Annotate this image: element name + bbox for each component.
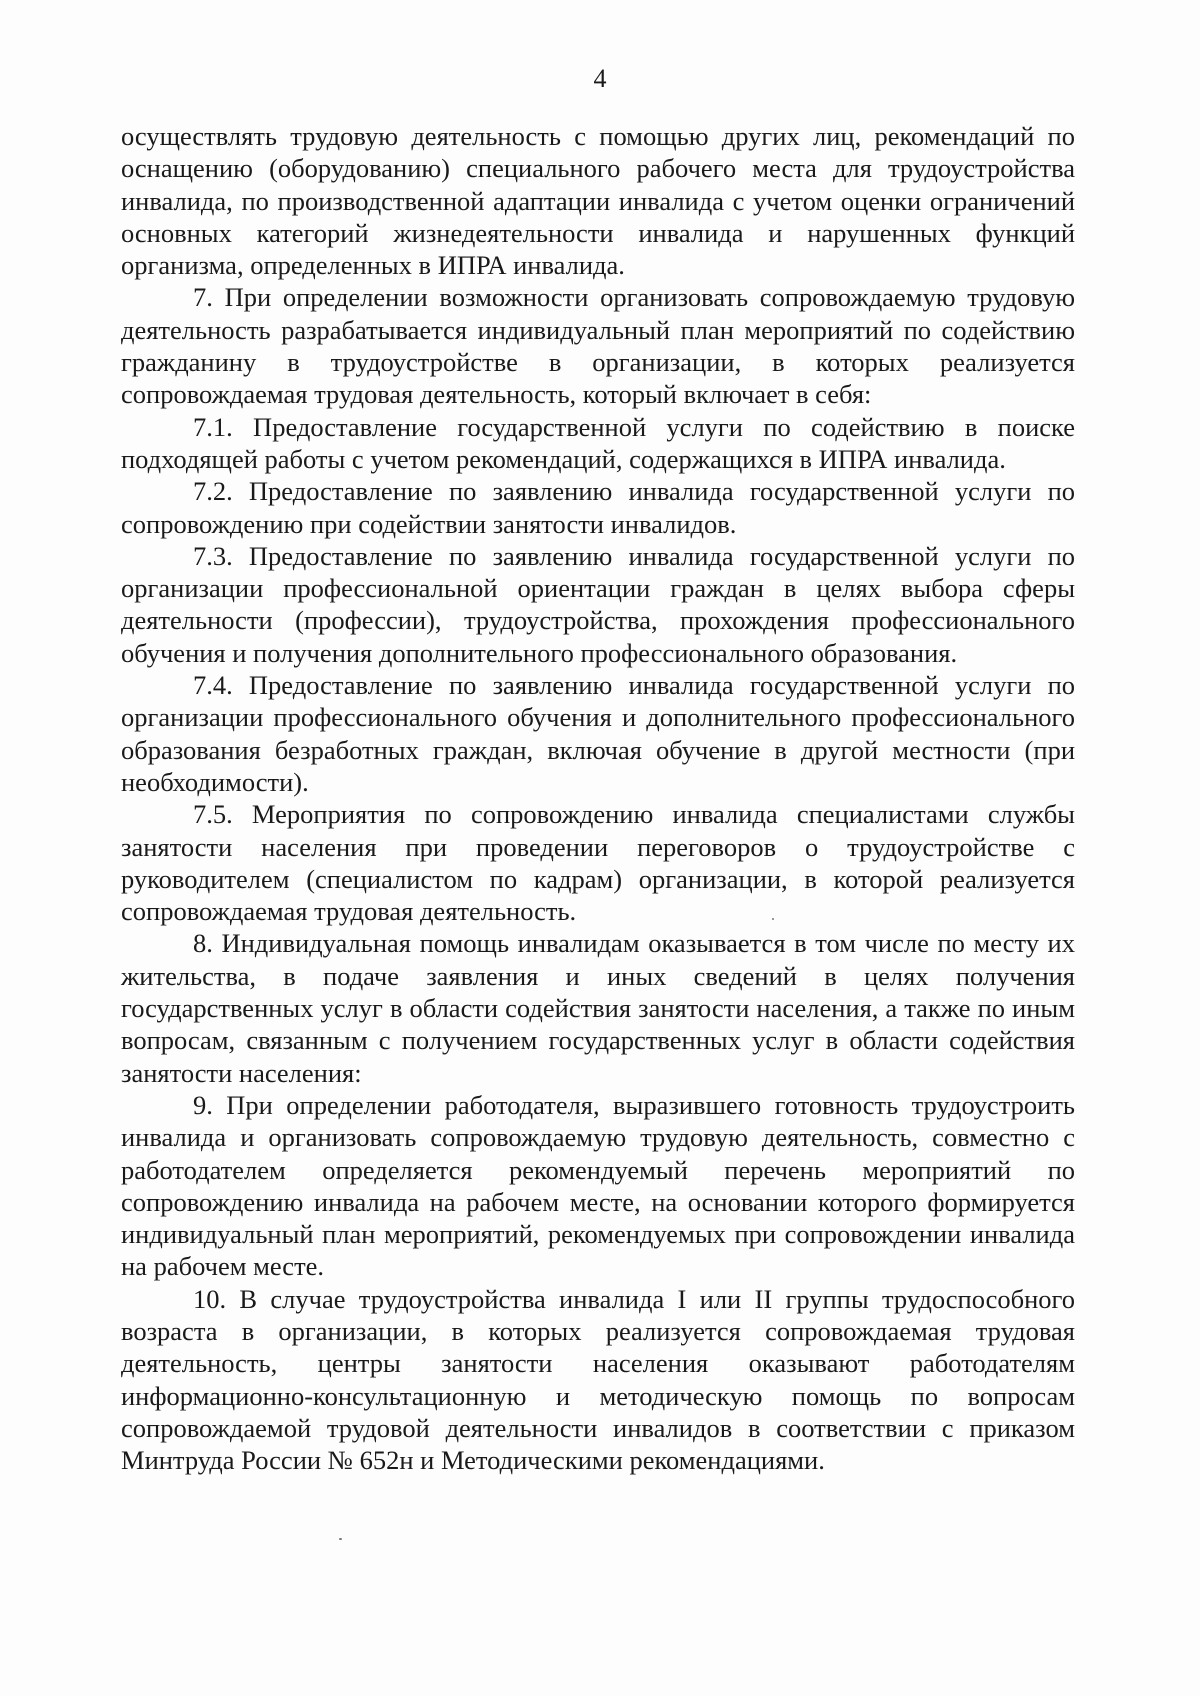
paragraph-item-10: 10. В случае трудоустройства инвалида I или II группы трудоспособного возраста в организации, в которых реализуется сопровождаемая трудовая деятельность, центры занятости населения оказывают работодателям информационно-консультационную и методическую помощь по вопросам сопровождаемой трудовой деятельности инвалидов в соответствии с приказом Минтруда России № 652н и Методическими рекомендациями. [121, 1283, 1075, 1476]
scan-speck [772, 918, 774, 920]
paragraph-item-7-4: 7.4. Предоставление по заявлению инвалида государственной услуги по организации профессионального обучения и дополнительного профессионального образования безработных граждан, включая обучение в другой местности (при необходимости). [121, 670, 1075, 797]
paragraph-continuation: осуществлять трудовую деятельность с помощью других лиц, рекомендаций по оснащению (оборудованию) специального рабочего места для трудоустройства инвалида, по производственной адаптации инвалида с учетом оценки ограничений основных категорий жизнедеятельности инвалида и нарушенных функций организма, определенных в ИПРА инвалида. [121, 121, 1075, 281]
paragraph-item-7-3: 7.3. Предоставление по заявлению инвалида государственной услуги по организации профессиональной ориентации граждан в целях выбора сферы деятельности (профессии), трудоустройства, прохождения профессионального обучения и получения дополнительного профессионального образования. [121, 540, 1075, 668]
paragraph-item-7-2: 7.2. Предоставление по заявлению инвалида государственной услуги по сопровождению при содействии занятости инвалидов. [121, 476, 1075, 539]
page-number: 4 [593, 64, 607, 93]
paragraph-item-9: 9. При определении работодателя, выразившего готовность трудоустроить инвалида и организовать сопровождаемую трудовую деятельность, совместно с работодателем определяется рекомендуемый перечень мероприятий по сопровождению инвалида на рабочем месте, на основании которого формируется индивидуальный план мероприятий, рекомендуемых при сопровождении инвалида на рабочем месте. [121, 1089, 1075, 1282]
scan-speck [339, 1538, 342, 1540]
document-body [121, 120, 1075, 1476]
paragraph-item-7: 7. При определении возможности организовать сопровождаемую трудовую деятельность разрабатывается индивидуальный план мероприятий по содействию гражданину в трудоустройстве в организации, в которых реализуется сопровождаемая трудовая деятельность, который включает в себя: [121, 282, 1075, 410]
paragraph-item-7-1: 7.1. Предоставление государственной услуги по содействию в поиске подходящей работы с учетом рекомендаций, содержащихся в ИПРА инвалида. [121, 411, 1075, 474]
paragraph-item-7-5: 7.5. Мероприятия по сопровождению инвалида специалистами службы занятости населения при проведении переговоров о трудоустройстве с руководителем (специалистом по кадрам) организации, в которой реализуется сопровождаемая трудовая деятельность. [121, 799, 1075, 927]
paragraph-item-8: 8. Индивидуальная помощь инвалидам оказывается в том числе по месту их жительства, в подаче заявления и иных сведений в целях получения государственных услуг в области содействия занятости населения, а также по иным вопросам, связанным с получением государственных услуг в области содействия занятости населения: [121, 928, 1075, 1088]
